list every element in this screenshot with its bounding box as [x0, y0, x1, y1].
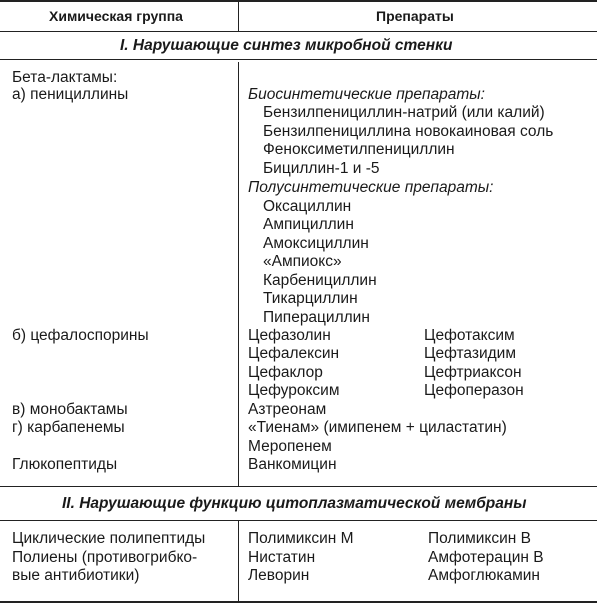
biosynthetic-drug: Бициллин-1 и -5	[263, 160, 380, 177]
section2-column-divider	[238, 520, 239, 601]
semisynthetic-drug: Амоксициллин	[263, 235, 369, 252]
table-bottom-border	[0, 601, 597, 603]
cephalosporin-drug: Цефтазидим	[424, 345, 516, 362]
cephalosporin-drug: Цефотаксим	[424, 327, 515, 344]
section2-bottom-divider	[0, 520, 597, 521]
monobactams-label: в) монобактамы	[12, 401, 128, 418]
membrane-drug: Нистатин	[248, 549, 316, 566]
header-chemical-group: Химическая группа	[49, 8, 183, 24]
section1-title: I. Нарушающие синтез микробной стенки	[120, 37, 453, 54]
penicillins-label: а) пенициллины	[12, 86, 129, 103]
polyenes-label: Полиены (противогрибко-	[12, 549, 198, 566]
header-drugs: Препараты	[376, 8, 454, 24]
semisynthetic-drug: Оксациллин	[263, 198, 352, 215]
semisynthetic-drug: Тикарциллин	[263, 290, 358, 307]
section1-divider	[0, 59, 597, 60]
cephalosporin-drug: Цефтриаксон	[424, 364, 522, 381]
cephalosporin-drug: Цефазолин	[248, 327, 331, 344]
glycopeptide-drug: Ванкомицин	[248, 456, 337, 473]
cephalosporin-drug: Цефаклор	[248, 364, 323, 381]
header-bottom-border	[0, 31, 597, 32]
semisynthetic-title: Полусинтетические препараты:	[248, 179, 494, 196]
polypeptides-label: Циклические полипептиды	[12, 530, 206, 547]
beta-lactams-label: Бета-лактамы:	[12, 69, 118, 86]
carbapenems-label: г) карбапенемы	[12, 419, 125, 436]
cephalosporin-drug: Цефоперазон	[424, 382, 524, 399]
semisynthetic-drug: Карбенициллин	[263, 272, 377, 289]
glycopeptides-label: Глюкопептиды	[12, 456, 118, 473]
membrane-drug: Амфоглюкамин	[428, 567, 540, 584]
biosynthetic-title: Биосинтетические препараты:	[248, 86, 485, 103]
semisynthetic-drug: «Ампиокс»	[263, 253, 342, 270]
cephalosporin-drug: Цефуроксим	[248, 382, 340, 399]
biosynthetic-drug: Феноксиметилпенициллин	[263, 141, 455, 158]
biosynthetic-drug: Бензилпенициллин-натрий (или калий)	[263, 104, 545, 121]
membrane-drug: Полимиксин М	[248, 530, 354, 547]
table-top-border	[0, 0, 597, 2]
monobactam-drug: Азтреонам	[248, 401, 327, 418]
membrane-drug: Полимиксин В	[428, 530, 532, 547]
carbapenem-drug: Меропенем	[248, 438, 332, 455]
section1-column-divider	[238, 62, 239, 486]
semisynthetic-drug: Ампициллин	[263, 216, 354, 233]
semisynthetic-drug: Пиперациллин	[263, 309, 370, 326]
cephalosporin-drug: Цефалексин	[248, 345, 340, 362]
membrane-drug: Амфотерацин В	[428, 549, 544, 566]
carbapenem-drug: «Тиенам» (имипенем + циластатин)	[248, 419, 507, 436]
polyenes-label-cont: вые антибиотики)	[12, 567, 140, 584]
header-column-divider	[238, 1, 239, 32]
section2-top-divider	[0, 486, 597, 487]
membrane-drug: Леворин	[248, 567, 310, 584]
cephalosporins-label: б) цефалоспорины	[12, 327, 149, 344]
biosynthetic-drug: Бензилпенициллина новокаиновая соль	[263, 123, 554, 140]
section2-title: II. Нарушающие функцию цитоплазматической мембраны	[62, 495, 527, 512]
